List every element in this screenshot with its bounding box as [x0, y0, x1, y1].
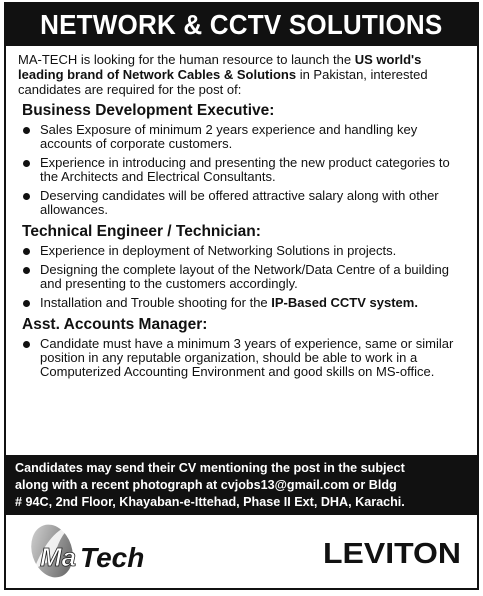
intro-brand-text: US world's leading brand of Network Cables & Solutions: [18, 52, 422, 82]
requirement-item: Candidate must have a minimum 3 years of experience, same or similar position in any reputable organization, should be able to work in a Computerized Accounting Environment and good skills on MS-office.: [18, 337, 467, 379]
section-title-technical-engineer: Technical Engineer / Technician:: [22, 223, 261, 240]
leviton-logo-text: LEVITON: [323, 538, 461, 570]
requirement-item: Experience in deployment of Networking Solutions in projects.: [18, 244, 467, 258]
requirement-text: Installation and Trouble shooting for the: [40, 295, 272, 310]
footer-line: Candidates may send their CV mentioning the post in the subject: [15, 461, 405, 475]
intro-paragraph: [18, 52, 467, 97]
footer-line: along with a recent photograph at cvjobs13@gmail.com or Bldg: [15, 478, 397, 492]
intro-text-start: MA-TECH is looking for the human resource to launch the: [18, 52, 355, 67]
application-instructions: [6, 455, 477, 515]
matech-swoosh-logo: [28, 519, 174, 581]
ad-header: [6, 4, 477, 46]
requirement-item: Designing the complete layout of the Network/Data Centre of a building and presenting to the customers accordingly.: [18, 263, 467, 291]
business-development-requirements: [18, 123, 467, 217]
requirement-item: Deserving candidates will be offered attractive salary along with other allowances.: [18, 189, 467, 217]
job-advertisement: [4, 2, 479, 590]
ad-content: [6, 46, 477, 379]
matech-logo-ma: Ma: [40, 542, 77, 572]
leviton-logo: [323, 533, 463, 577]
accounts-manager-requirements: [18, 337, 467, 379]
logo-bar: [6, 511, 477, 588]
section-title-business-development: Business Development Executive:: [22, 102, 275, 119]
requirement-bold-text: IP-Based CCTV system.: [271, 295, 418, 310]
section-title-accounts-manager: Asst. Accounts Manager:: [22, 316, 208, 333]
requirement-item: [18, 296, 467, 310]
matech-logo-tech: Tech: [80, 542, 145, 573]
requirement-item: Sales Exposure of minimum 2 years experience and handling key accounts of corporate customers.: [18, 123, 467, 151]
requirement-item: Experience in introducing and presenting the new product categories to the Architects and Electrical Consultants.: [18, 156, 467, 184]
intro-text-end: in Pakistan, interested candidates are required for the post of:: [18, 67, 428, 97]
ad-title: NETWORK & CCTV SOLUTIONS: [40, 9, 443, 40]
footer-line: # 94C, 2nd Floor, Khayaban-e-Ittehad, Phase II Ext, DHA, Karachi.: [15, 495, 405, 509]
technical-engineer-requirements: [18, 244, 467, 310]
